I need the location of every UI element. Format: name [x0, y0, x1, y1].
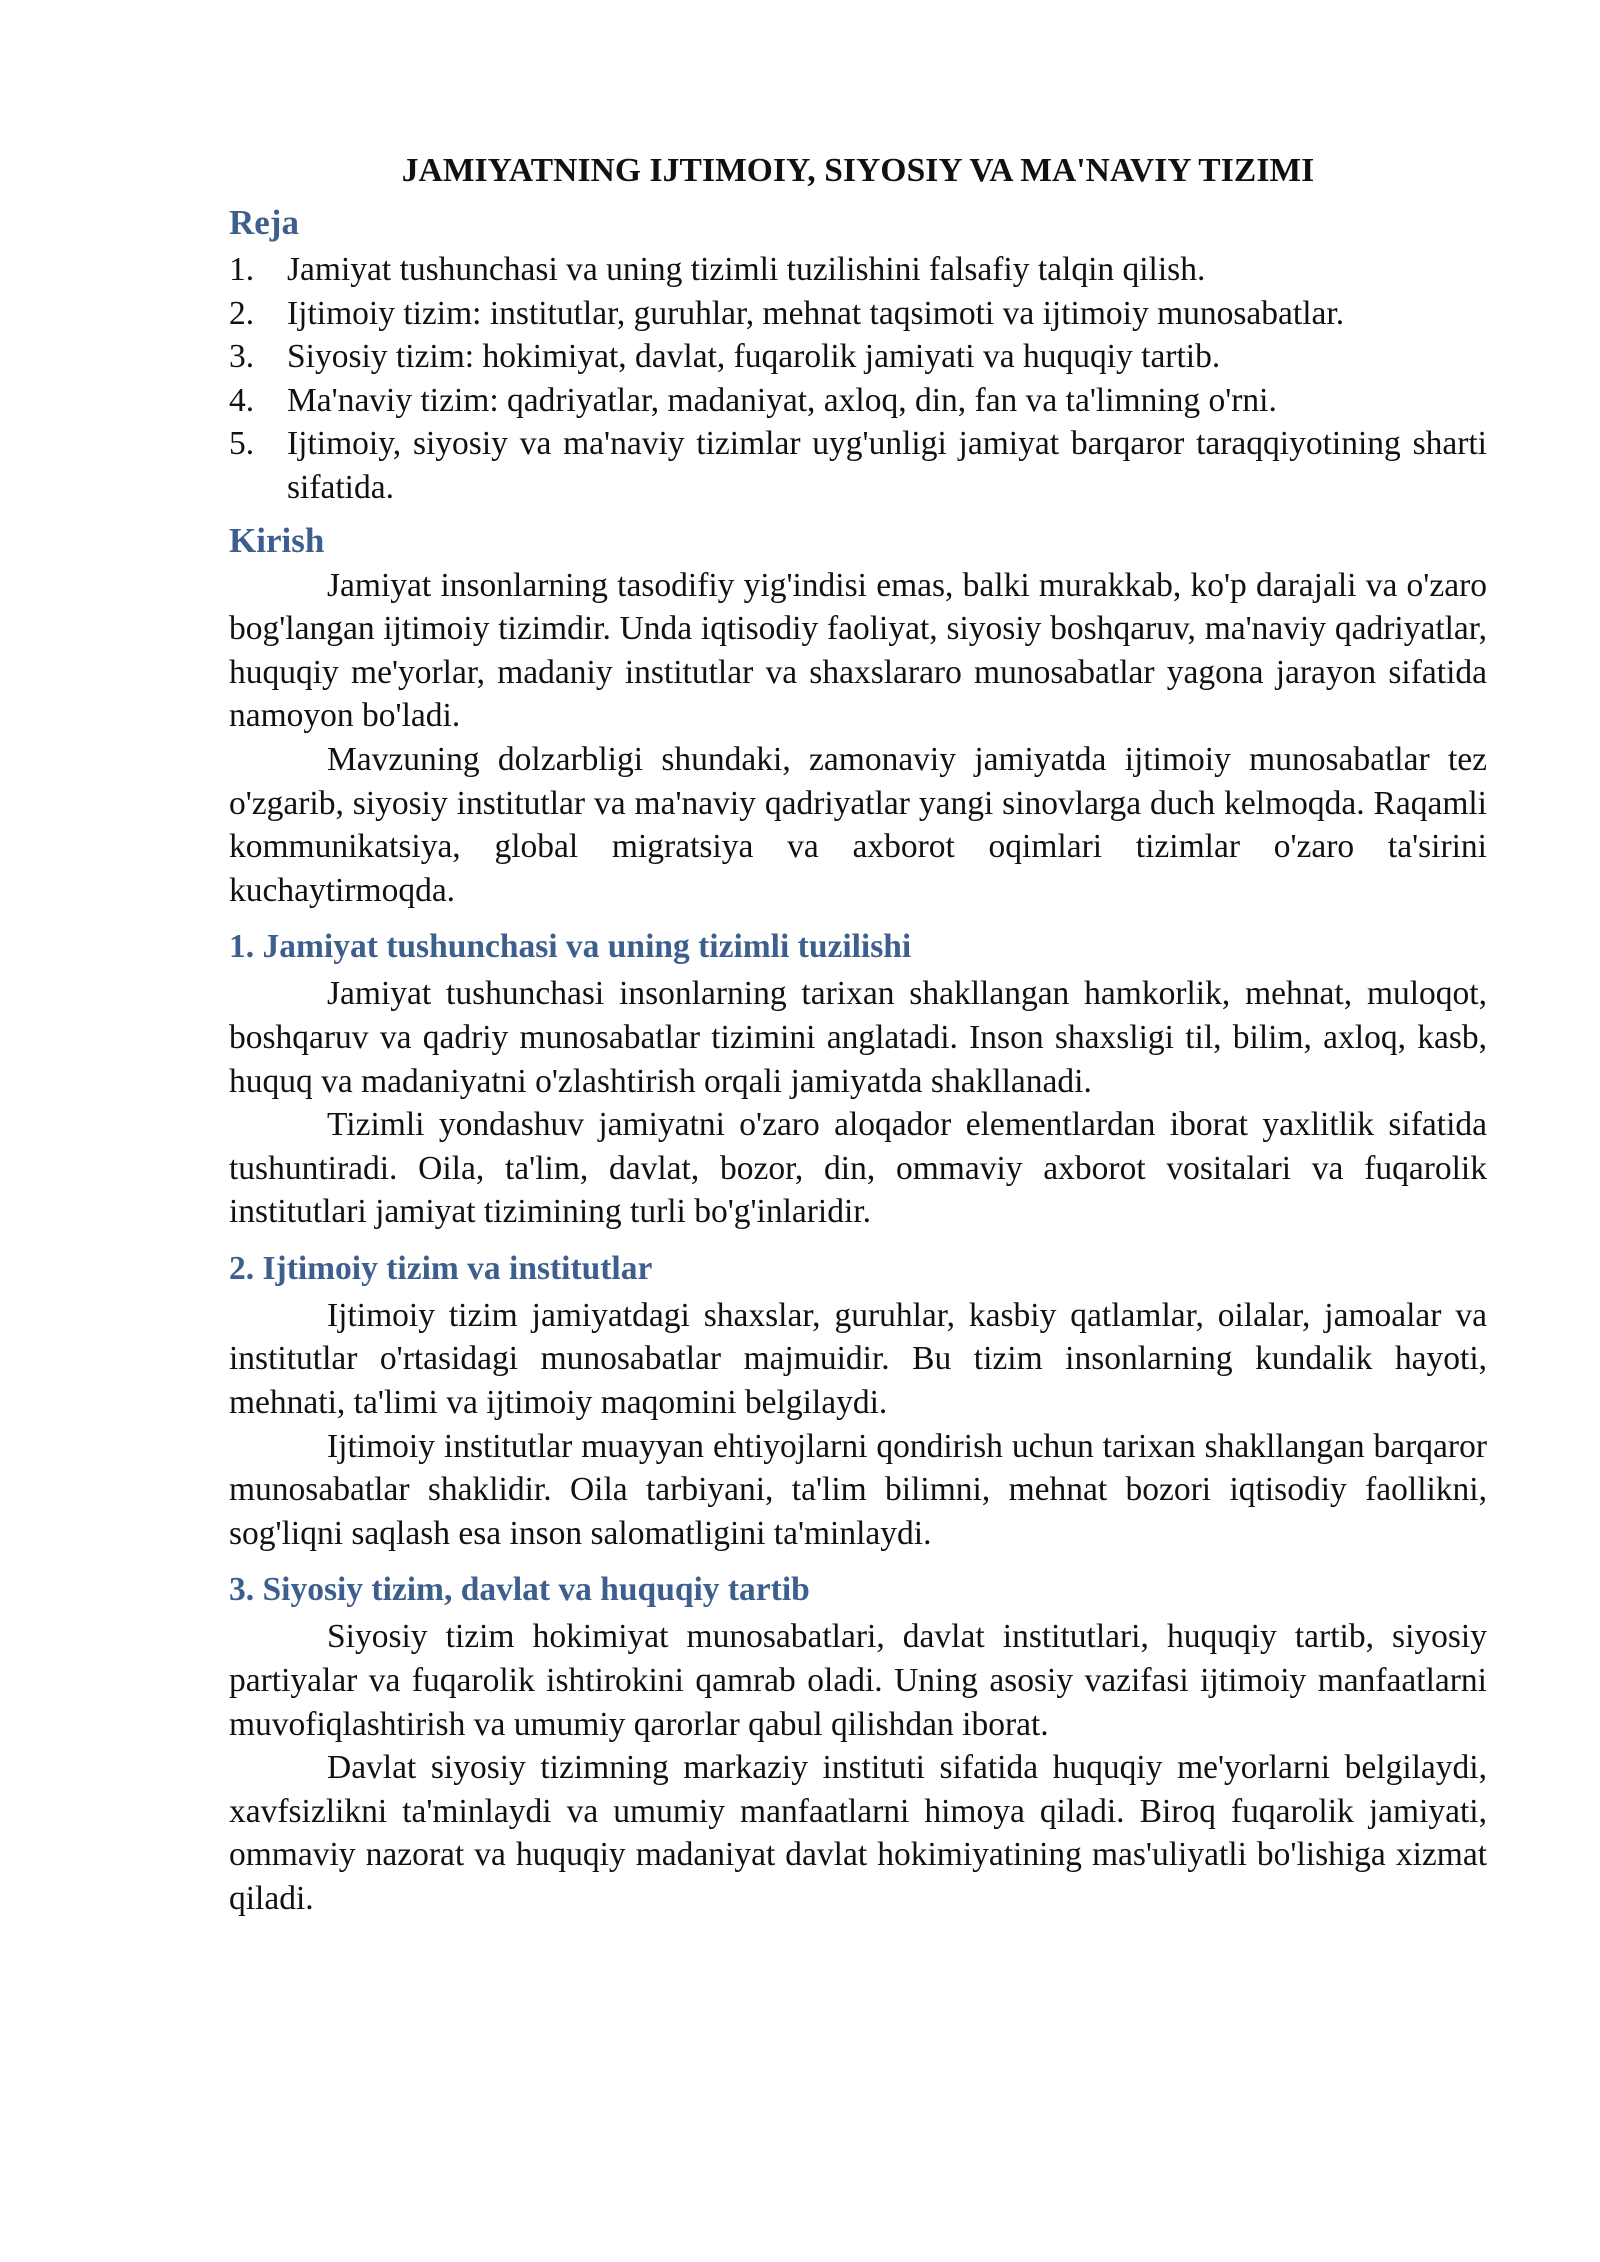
- plan-item-text: Ijtimoiy, siyosiy va ma'naviy tizimlar uyg'unligi jamiyat barqaror taraqqiyotining sharti sifatida.: [287, 425, 1487, 506]
- intro-paragraph: Mavzuning dolzarbligi shundaki, zamonaviy jamiyatda ijtimoiy munosabatlar tez o'zgarib, siyosiy institutlar va ma'naviy qadriyatlar yangi sinovlarga duch kelmoqda. Raqamli kommunikatsiya, global migratsiya va axborot oqimlari tizimlar o'zaro ta'sirini kuchaytirmoqda.: [229, 740, 1487, 909]
- plan-item-text: Ma'naviy tizim: qadriyatlar, madaniyat, axloq, din, fan va ta'limning o'rni.: [287, 381, 1277, 419]
- document-page: [229, 148, 1487, 1921]
- section-paragraph: Ijtimoiy institutlar muayyan ehtiyojlarni qondirish uchun tarixan shakllangan barqaror munosabatlar shaklidir. Oila tarbiyani, ta'lim bilimni, mehnat bozori iqtisodiy faollikni, sog'liqni saqlash esa inson salomatligini ta'minlaydi.: [229, 1427, 1487, 1552]
- plan-item-number: 2.: [229, 294, 255, 332]
- plan-list: [229, 248, 1487, 510]
- section-heading: 2. Ijtimoiy tizim va institutlar: [229, 1249, 653, 1287]
- section-paragraph: Ijtimoiy tizim jamiyatdagi shaxslar, guruhlar, kasbiy qatlamlar, oilalar, jamoalar va institutlar o'rtasidagi munosabatlar majmuidir. Bu tizim insonlarning kundalik hayoti, mehnati, ta'limi va ijtimoiy maqomini belgilaydi.: [229, 1296, 1487, 1422]
- section-paragraph: Davlat siyosiy tizimning markaziy instituti sifatida huquqiy me'yorlarni belgilaydi, xavfsizlikni ta'minlaydi va umumiy manfaatlarni himoya qiladi. Biroq fuqarolik jamiyati, ommaviy nazorat va huquqiy madaniyat davlat hokimiyatining mas'uliyatli bo'lishiga xizmat qiladi.: [229, 1749, 1487, 1917]
- section-heading: 1. Jamiyat tushunchasi va uning tizimli tuzilishi: [229, 928, 912, 966]
- plan-item-number: 3.: [229, 338, 255, 376]
- plan-item: [229, 422, 1487, 509]
- section-paragraph: Tizimli yondashuv jamiyatni o'zaro aloqador elementlardan iborat yaxlitlik sifatida tushuntiradi. Oila, ta'lim, davlat, bozor, din, ommaviy axborot vositalari va fuqarolik institutlari jamiyat tizimining turli bo'g'inlaridir.: [229, 1106, 1487, 1231]
- plan-item: [229, 292, 1487, 336]
- plan-item: [229, 379, 1487, 423]
- plan-item-text: Jamiyat tushunchasi va uning tizimli tuzilishini falsafiy talqin qilish.: [287, 251, 1206, 288]
- section-heading: 3. Siyosiy tizim, davlat va huquqiy tartib: [229, 1571, 810, 1609]
- plan-item: [229, 335, 1487, 379]
- intro-heading: Kirish: [229, 520, 325, 560]
- section-paragraph: Siyosiy tizim hokimiyat munosabatlari, davlat institutlari, huquqiy tartib, siyosiy partiyalar va fuqarolik ishtirokini qamrab oladi. Uning asosiy vazifasi ijtimoiy manfaatlarni muvofiqlashtirish va umumiy qarorlar qabul qilishdan iborat.: [229, 1618, 1487, 1743]
- plan-item: [229, 248, 1487, 292]
- section-paragraph: Jamiyat tushunchasi insonlarning tarixan shakllangan hamkorlik, mehnat, muloqot, boshqaruv va qadriy munosabatlar tizimini anglatadi. Inson shaxsligi til, bilim, axloq, kasb, huquq va madaniyatni o'zlashtirish orqali jamiyatda shakllanadi.: [229, 975, 1487, 1100]
- plan-heading: Reja: [229, 203, 299, 242]
- plan-item-number: 5.: [229, 425, 255, 463]
- intro-paragraph: Jamiyat insonlarning tasodifiy yig'indisi emas, balki murakkab, ko'p darajali va o'zaro bog'langan ijtimoiy tizimdir. Unda iqtisodiy faoliyat, siyosiy boshqaruv, ma'naviy qadriyatlar, huquqiy me'yorlar, madaniy institutlar va shaxslararo munosabatlar yagona jarayon sifatida namoyon bo'ladi.: [229, 566, 1487, 735]
- plan-item-text: Siyosiy tizim: hokimiyat, davlat, fuqarolik jamiyati va huquqiy tartib.: [287, 338, 1221, 376]
- plan-item-number: 4.: [229, 381, 255, 419]
- plan-item-number: 1.: [229, 251, 255, 288]
- document-title: JAMIYATNING IJTIMOIY, SIYOSIY VA MA'NAVIY TIZIMI: [401, 152, 1315, 189]
- plan-item-text: Ijtimoiy tizim: institutlar, guruhlar, mehnat taqsimoti va ijtimoiy munosabatlar.: [287, 294, 1345, 332]
